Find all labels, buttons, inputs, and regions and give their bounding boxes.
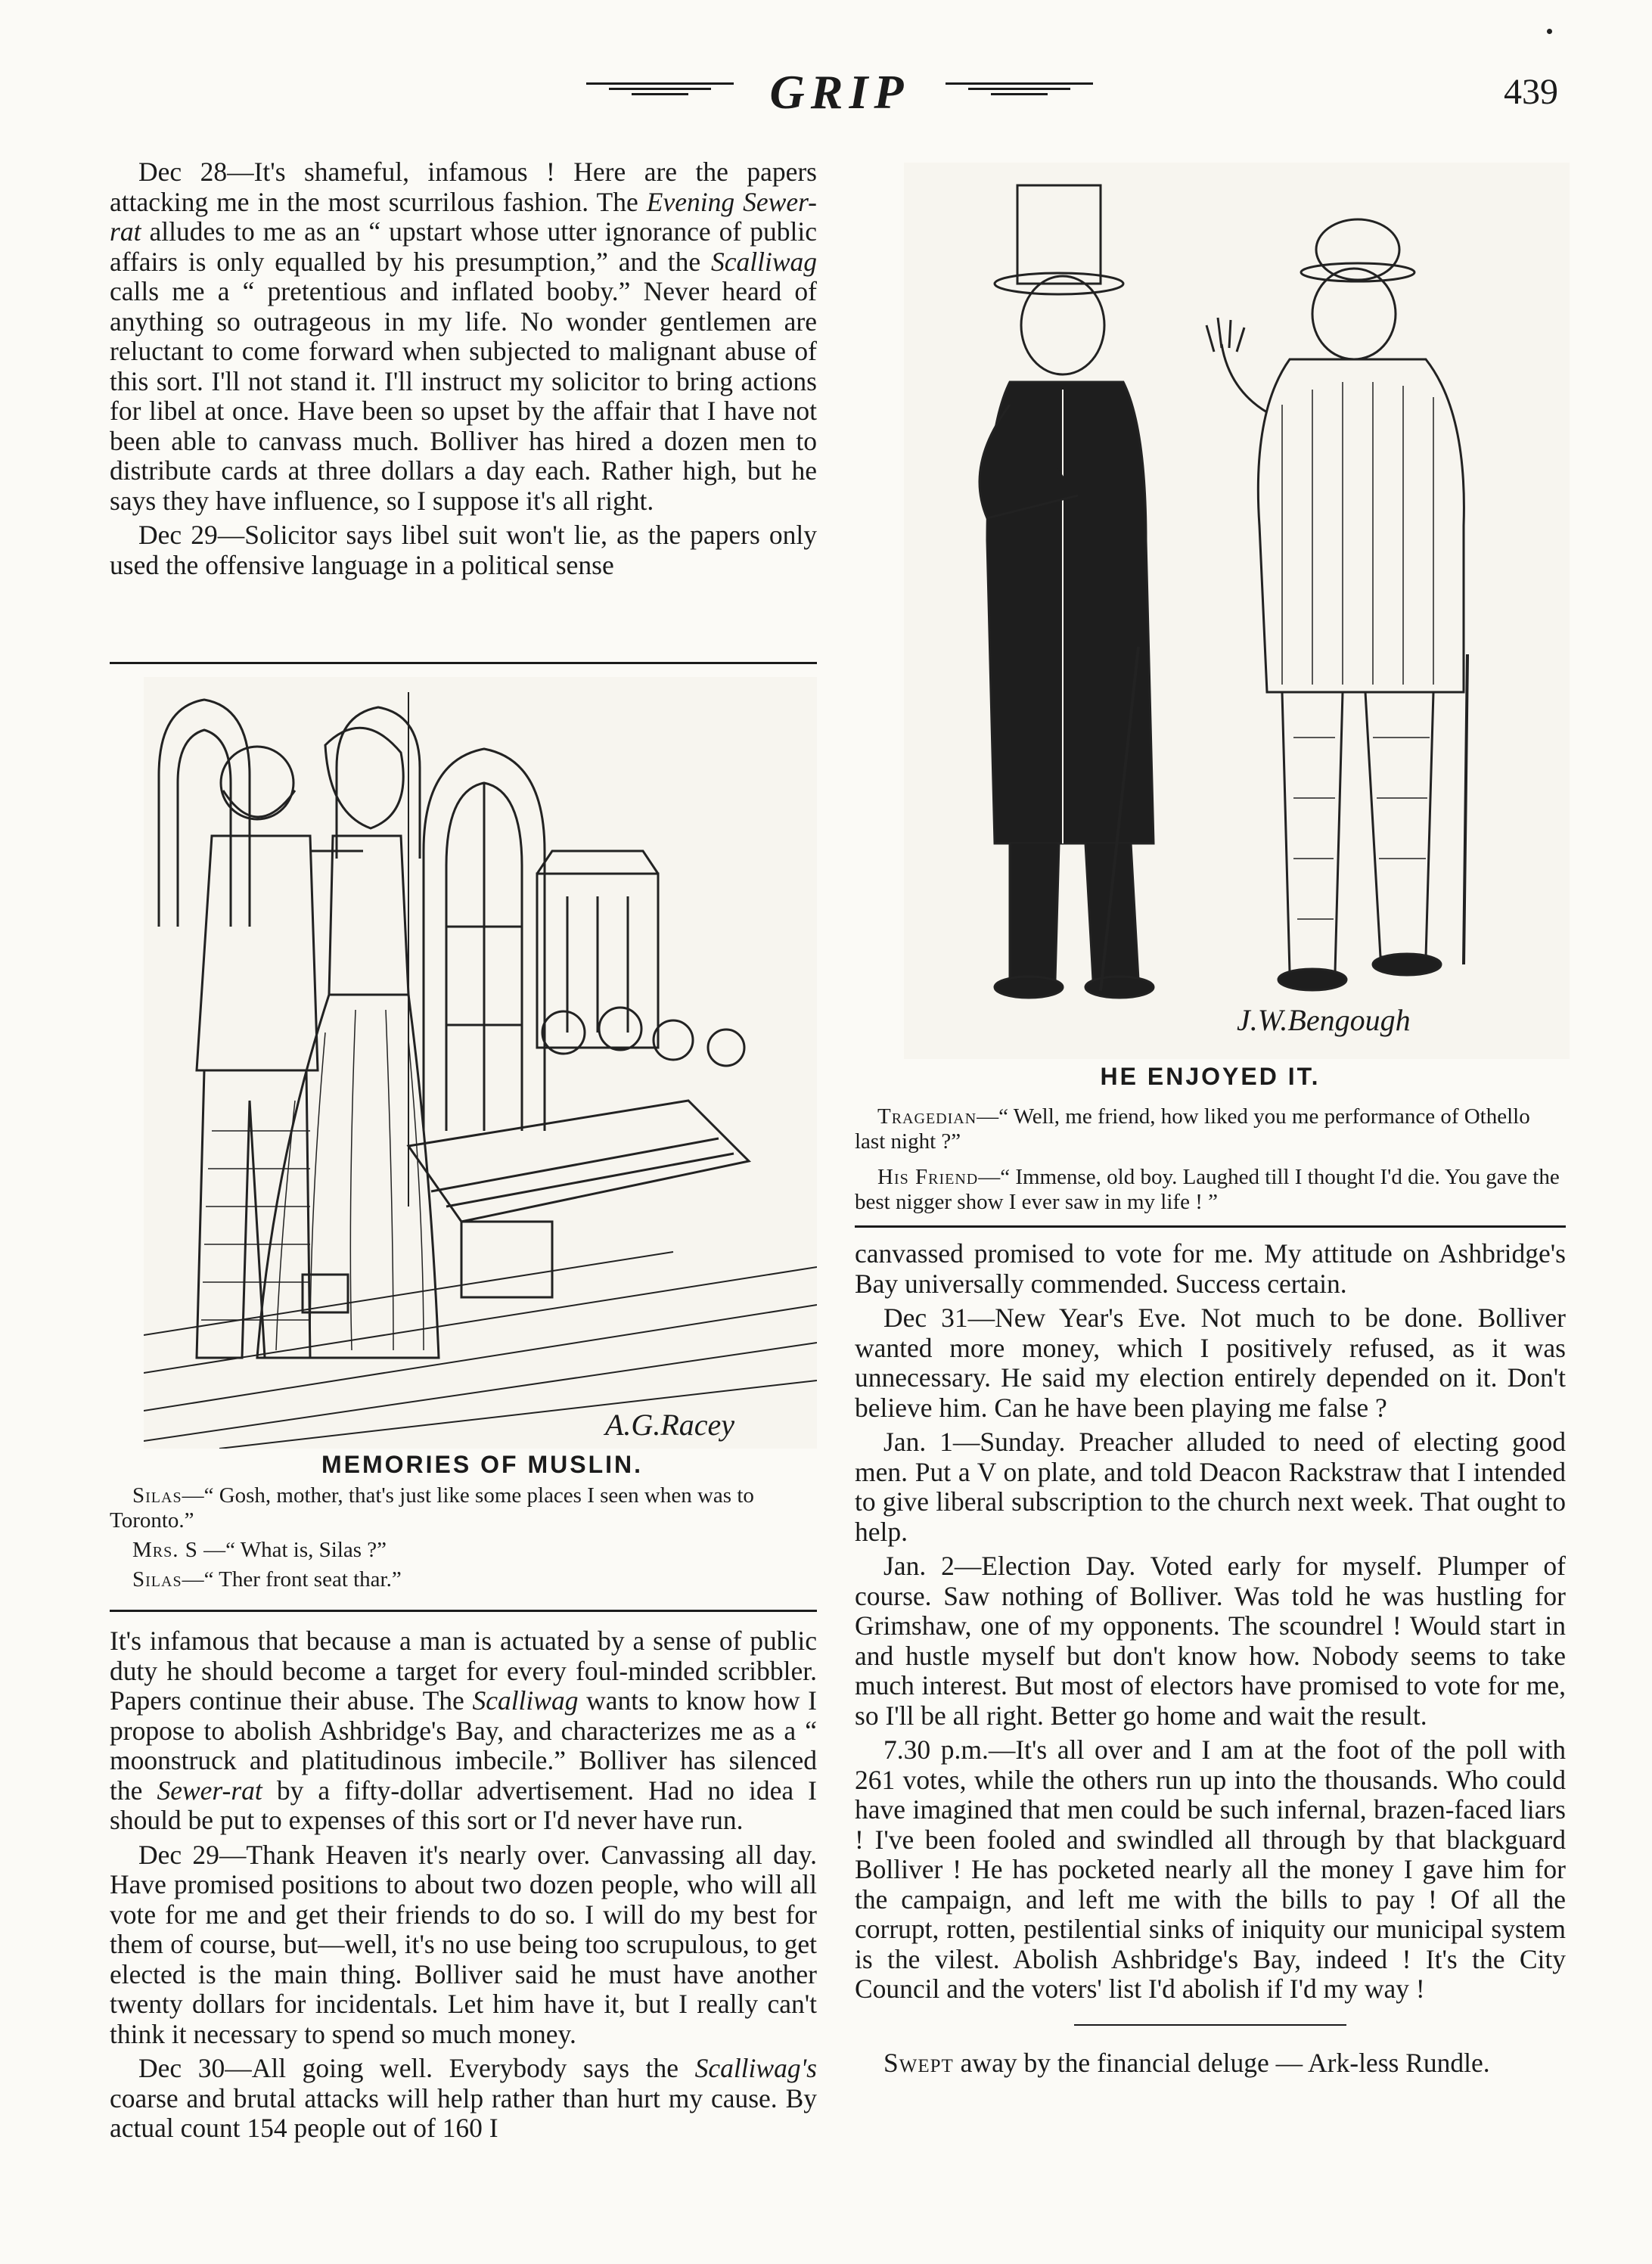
left-column-top [110, 157, 817, 585]
page-number: 439 [1504, 72, 1558, 112]
caption-line [110, 1538, 817, 1563]
caption-line [855, 1165, 1566, 1215]
caption-line [855, 1104, 1566, 1154]
right-column-bottom [855, 1239, 1566, 2082]
caption-title: MEMORIES OF MUSLIN. [321, 1451, 643, 1478]
dialogue: —“ What is, Silas ?” [197, 1538, 387, 1562]
diary-continuation [110, 1626, 817, 1836]
artist-signature: J.W.Bengough [1237, 1003, 1411, 1037]
newspaper-name: Scalliwag's [694, 2053, 817, 2083]
diary-entry-dec-29-b: Dec 29—Thank Heaven it's nearly over. Canvassing all day. Have promised positions to about two dozen people, who will all vote for me and get their friends to do so. I will do my best for them of course, but—well, it's no use being too scrupulous, to get elected is the main thing. Bolliver said he must have another twenty dollars for incidentals. Let him have it, but I really can't think it necessary to spend so much money. [110, 1839, 817, 2049]
newspaper-name: Scalliwag [472, 1685, 579, 1716]
dialogue: —“ Immense, old boy. Laughed till I thought I'd die. You gave the best nigger show I ever saw in my life ! ” [855, 1165, 1560, 1214]
speaker: His Friend [877, 1165, 979, 1189]
speaker: Silas [132, 1567, 182, 1592]
divider-left-bottom [110, 1610, 817, 1612]
left-cartoon-caption [110, 1451, 817, 1592]
entry-text: wants to know how I propose to abolish Ashbridge's Bay, and characterizes me as a “ moonstruck and platitudinous imbecile.” Bolliver has silenced the [110, 1685, 817, 1806]
diary-entry-jan-1: Jan. 1—Sunday. Preacher alluded to need of electing good men. Put a V on plate, and told Deacon Rackstraw that I intended to give liberal subscription to the church next week. That ought to help. [855, 1427, 1566, 1547]
masthead-rule-left [586, 82, 734, 102]
closing-lead: Swept [883, 2047, 954, 2078]
entry-text: Dec 30—All going well. Everybody says the [138, 2053, 695, 2083]
speaker: Mrs. S [132, 1538, 198, 1562]
entry-text: coarse and brutal attacks will help rather than hurt my cause. By actual count 154 people out of 160 I [110, 2082, 817, 2143]
corner-mark [1547, 29, 1552, 34]
speaker: Tragedian [877, 1104, 977, 1129]
speaker: Silas [132, 1483, 182, 1508]
entry-text: It's infamous that because a man is actuated by a sense of public duty he should become a target for every foul-minded scribbler. Papers continue their abuse. The [110, 1626, 817, 1716]
newspaper-name: Scalliwag [710, 246, 817, 277]
entry-text: Dec 28—It's shameful, infamous ! Here are the papers attacking me in the most scurrilous fashion. The [110, 157, 817, 217]
two-men-illustration [904, 163, 1570, 1059]
short-divider [1074, 2024, 1346, 2026]
church-scene-illustration [144, 677, 817, 1449]
masthead [0, 62, 1652, 123]
masthead-title: GRIP [769, 65, 910, 119]
caption-title: HE ENJOYED IT. [1100, 1063, 1321, 1090]
cartoon-he-enjoyed-it [904, 163, 1570, 1059]
masthead-rule-right [946, 82, 1093, 102]
dialogue: —“ Gosh, mother, that's just like some places I seen when was to Toronto.” [110, 1483, 754, 1533]
diary-entry-evening: 7.30 p.m.—It's all over and I am at the foot of the poll with 261 votes, while the others run up into the thousands. Who could have imagined that men could be such infernal, brazen-faced liars ! I've been fooled and swindled all through by that blackguard Bolliver ! He has pocketed nearly all the money I gave him for the campaign, and left me with the bills to pay ! Of all the corrupt, rotten, pestilential sinks of iniquity our municipal system is the vilest. Abolish Ashbridge's Bay, indeed ! It's the City Council and the voters' list I'd abolish if I'd my way ! [855, 1734, 1566, 2004]
caption-line [110, 1483, 817, 1533]
diary-entry-dec-29-a: Dec 29—Solicitor says libel suit won't lie, as the papers only used the offensive language in a political sense [110, 520, 817, 580]
diary-continuation: canvassed promised to vote for me. My attitude on Ashbridge's Bay universally commended. Success certain. [855, 1238, 1566, 1299]
entry-text: calls me a “ pretentious and inflated booby.” Never heard of anything so outrageous in my life. No wonder gentlemen are reluctant to come forward when subjected to malignant abuse of this sort. I'll not stand it. I'll instruct my solicitor to bring actions for libel at once. Have been so upset by the affair that I have not been able to canvass much. Bolliver has hired a dozen men to distribute cards at three dollars a day each. Rather high, but he says they have influence, so I suppose it's all right. [110, 276, 817, 516]
entry-text: alludes to me as an “ upstart whose utter ignorance of public affairs is only equalled by his presumption,” and the [110, 216, 817, 277]
dialogue: —“ Ther front seat thar.” [182, 1567, 402, 1592]
diary-entry-dec-28 [110, 157, 817, 516]
artist-signature: A.G.Racey [605, 1408, 735, 1442]
newspaper-name: Sewer-rat [157, 1775, 262, 1806]
left-column-bottom [110, 1626, 817, 2148]
divider-left-top [110, 662, 817, 664]
newspaper-name: Evening Sewer-rat [110, 186, 817, 247]
dialogue: —“ Well, me friend, how liked you me performance of Othello last night ?” [855, 1104, 1530, 1154]
right-cartoon-caption [855, 1063, 1566, 1215]
closing-note [855, 2048, 1566, 2079]
closing-text: away by the financial deluge — Ark-less Rundle. [953, 2047, 1490, 2078]
cartoon-memories-of-muslin [144, 677, 817, 1449]
caption-line [110, 1567, 817, 1592]
diary-entry-jan-2: Jan. 2—Election Day. Voted early for myself. Plumper of course. Saw nothing of Bolliver. Was told he was hustling for Grimshaw, one of my opponents. The scoundrel ! Would start in and hustle myself but don't know how. Nobody seems to take much interest. But most of electors have promised to vote for me, so I'll be all right. Better go home and wait the result. [855, 1551, 1566, 1731]
divider-right [855, 1225, 1566, 1228]
diary-entry-dec-30 [110, 2054, 817, 2144]
entry-text: by a fifty-dollar advertisement. Had no idea I should be put to expenses of this sort or I'd never have run. [110, 1775, 817, 1835]
diary-entry-dec-31: Dec 31—New Year's Eve. Not much to be done. Bolliver wanted more money, which I positively refused, as it was unnecessary. He said my election entirely depended on it. Don't believe him. Can he have been playing me false ? [855, 1303, 1566, 1423]
